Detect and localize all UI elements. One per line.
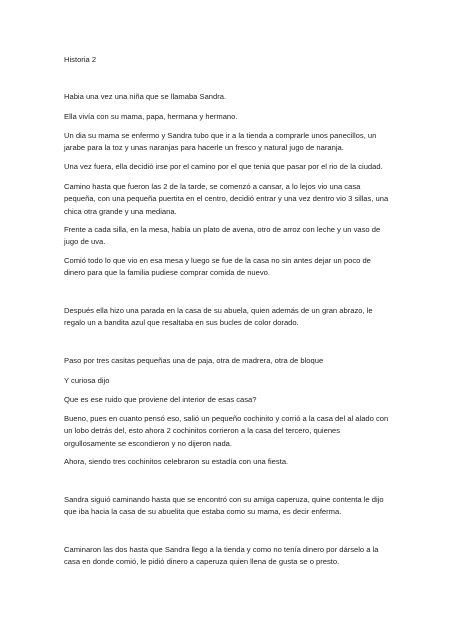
- paragraph: Ella vivía con su mama, papa, hermana y hermano.: [64, 112, 238, 121]
- paragraph: Paso por tres casitas pequeñas una de paja, otra de madrera, otra de bloque: [64, 356, 324, 365]
- paragraph: Después ella hizo una parada en la casa de su abuela, quien además de un gran abrazo, le regalo un a bandita azul que resaltaba en sus bucles de color dorado.: [64, 306, 373, 328]
- paragraph: Que es ese ruido que proviene del interior de esas casa?: [64, 395, 257, 404]
- paragraph: Ahora, siendo tres cochinitos celebraron su estadía con una fiesta.: [64, 457, 289, 466]
- paragraph: Y curiosa dijo: [64, 376, 110, 385]
- paragraph: Frente a cada silla, en la mesa, había un plato de avena, otro de arroz con leche y un vaso de jugo de uva.: [64, 225, 381, 247]
- paragraph: Habia una vez una niña que se llamaba Sandra.: [64, 92, 227, 101]
- paragraph: Caminaron las dos hasta que Sandra llego a la tienda y como no tenía dinero por dárselo a la casa en donde comió, le pidió dinero a caperuza quien llena de gusta se o presto.: [64, 545, 379, 567]
- paragraph: Un dia su mama se enfermo y Sandra tubo que ir a la tienda a comprarle unos panecillos, un jarabe para la toz y unas naranjas para hacerle un fresco y natural jugo de naranja.: [64, 131, 377, 153]
- paragraph: Bueno, pues en cuanto pensó eso, salió un pequeño cochinito y corrió a la casa del al alado con un lobo detrás del, esto ahora 2 cochinitos corrieron a la casa del tercero, quienes orgullosamente se escondieron y no dijeron nada.: [64, 414, 389, 448]
- paragraph: Sandra siguió caminando hasta que se encontró con su amiga caperuza, quine contenta le dijo que iba hacia la casa de su abuelita que estaba como su mama, es decir enferma.: [64, 495, 384, 517]
- document-title: Historia 2: [64, 55, 97, 64]
- paragraph: Una vez fuera, ella decidió irse por el camino por el que tenia que pasar por el rio de la ciudad.: [64, 162, 383, 171]
- paragraph: Comió todo lo que vio en esa mesa y luego se fue de la casa no sin antes dejar un poco de dinero para que la familia pudiese comprar comida de nuevo.: [64, 256, 371, 278]
- paragraph: Camino hasta que fueron las 2 de la tarde, se comenzó a cansar, a lo lejos vio una casa pequeña, con una pequeña puertita en el centro, decidió entrar y una vez dentro vio 3 sillas, una chica otra grande y una mediana.: [64, 182, 389, 216]
